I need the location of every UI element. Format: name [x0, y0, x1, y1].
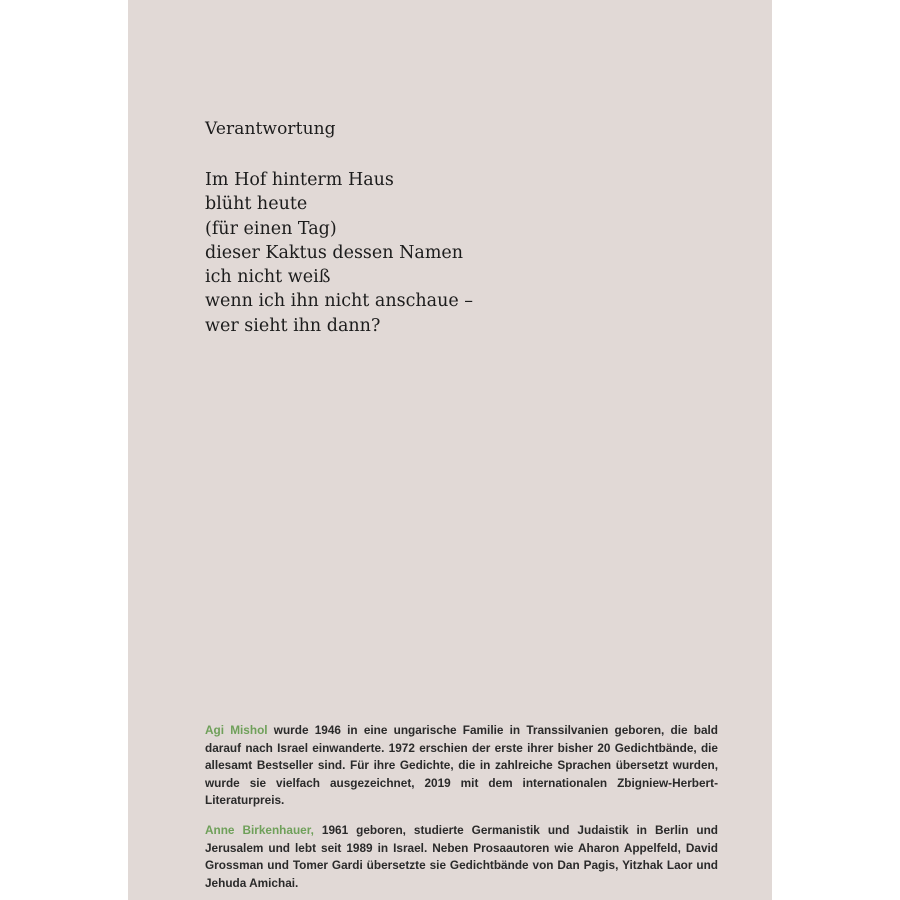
author-bio: [205, 722, 718, 810]
poem-line: blüht heute: [205, 194, 308, 215]
translator-bio-text: 1961 geboren, studierte Germanistik und Judaistik in Berlin und Jerusalem und lebt seit 1989 in Israel. Neben Prosaautoren wie Aharon Appelfeld, David Grossman und Tomer Gardi übersetzte sie Gedichtbände von Dan Pagis, Yitzhak Laor und Jehuda Amichai.: [205, 823, 718, 890]
poem-line: Im Hof hinterm Haus: [205, 170, 394, 190]
poem-line: wenn ich ihn nicht anschaue –: [205, 291, 474, 312]
book-page: [128, 0, 772, 900]
poem-line: dieser Kaktus dessen Namen: [205, 242, 464, 263]
author-name: Agi Mishol: [205, 723, 268, 737]
poem-body: [205, 168, 473, 338]
author-bio-text: wurde 1946 in eine ungarische Familie in Transsilvanien geboren, die bald darauf nach Israel einwanderte. 1972 erschien der erste ihrer bisher 20 Gedichtbände, die allesamt Bestseller sind. Für ihre Gedichte, die in zahlreiche Sprachen übersetzt wurden, wurde sie vielfach ausgezeichnet, 2019 mit dem internationalen Zbigniew-Herbert-Literaturpreis.: [205, 723, 718, 808]
poem-title: Verantwortung: [205, 119, 336, 139]
poem-line: wer sieht ihn dann?: [205, 315, 381, 336]
poem-line: ich nicht weiß: [205, 267, 331, 288]
translator-bio: [205, 822, 718, 892]
poem-line: (für einen Tag): [205, 218, 337, 239]
translator-name: Anne Birkenhauer,: [205, 823, 314, 837]
